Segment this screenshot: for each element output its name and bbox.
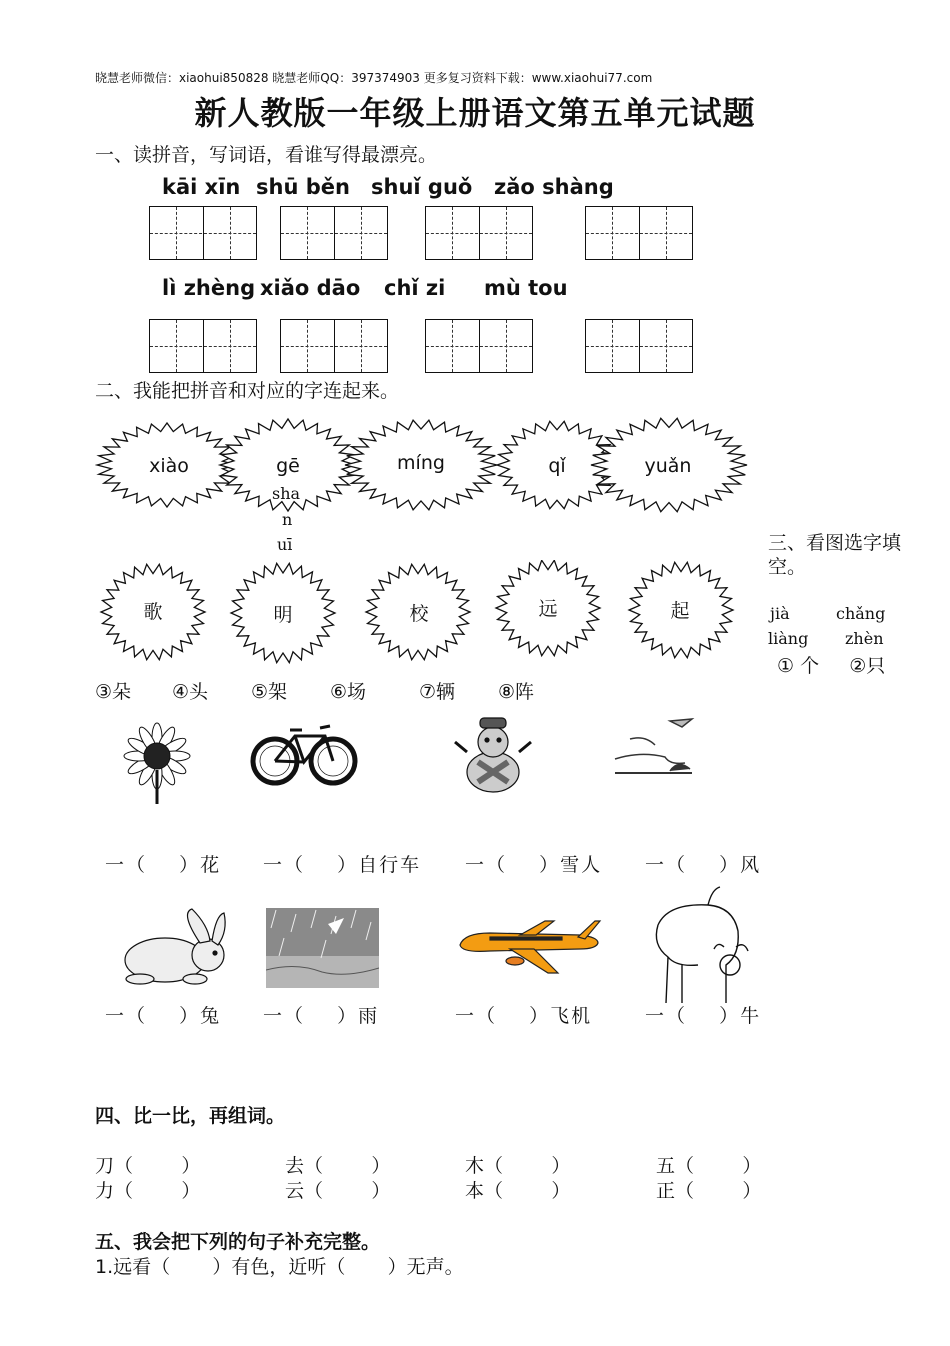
section3-heading-cont: 空。 (768, 556, 807, 578)
writing-grid[interactable] (425, 206, 533, 260)
option-pinyin: jià (770, 604, 790, 623)
airplane-picture (450, 915, 605, 977)
writing-grid[interactable] (149, 319, 257, 373)
sunflower-picture (120, 720, 195, 805)
pinyin-label: míng (397, 452, 445, 474)
rain-picture (266, 908, 379, 988)
pinyin-label: gē (276, 455, 300, 477)
pinyin-label: yuǎn (644, 455, 692, 477)
char-label: 远 (538, 598, 558, 620)
word-blank[interactable]: 力（ ） (95, 1180, 201, 1202)
measure-option: ⑧阵 (498, 681, 535, 703)
word-blank[interactable]: 正（ ） (656, 1180, 762, 1202)
writing-grid[interactable] (149, 206, 257, 260)
fill-blank[interactable]: 一（ ）雪人 (465, 854, 603, 876)
page-header: 晓慧老师微信：xiaohui850828 晓慧老师QQ：397374903 更多复习资料下载：www.xiaohui77.com (95, 71, 653, 85)
sentence-blank[interactable]: 1.远看（ ）有色，近听（ ）无声。 (95, 1256, 464, 1278)
word-blank[interactable]: 去（ ） (285, 1155, 391, 1177)
char-label: 校 (409, 603, 429, 625)
char-label: 歌 (143, 601, 163, 623)
writing-grid[interactable] (585, 206, 693, 260)
extra-pinyin: n (282, 510, 293, 529)
writing-grid[interactable] (280, 206, 388, 260)
char-label: 明 (273, 604, 293, 626)
writing-grid[interactable] (585, 319, 693, 373)
word-blank[interactable]: 刀（ ） (95, 1155, 201, 1177)
pinyin-word: mù tou (484, 276, 568, 300)
fill-blank[interactable]: 一（ ）飞机 (455, 1005, 593, 1027)
fill-blank[interactable]: 一（ ）兔 (105, 1005, 222, 1027)
pinyin-word: chǐ zi (384, 276, 446, 300)
wind-picture (610, 715, 695, 780)
writing-grid[interactable] (280, 319, 388, 373)
writing-grid[interactable] (425, 319, 533, 373)
pinyin-word: shuǐ guǒ (371, 175, 473, 199)
section2-heading: 二、我能把拼音和对应的字连起来。 (95, 380, 400, 402)
option-pinyin: zhèn (845, 629, 884, 648)
word-blank[interactable]: 木（ ） (465, 1155, 571, 1177)
measure-option: ③朵 (95, 681, 132, 703)
option-pinyin: liàng (768, 629, 809, 648)
section5-heading: 五、我会把下列的句子补充完整。 (95, 1231, 381, 1253)
fill-blank[interactable]: 一（ ）自行车 (263, 854, 422, 876)
pinyin-word: kāi xīn (162, 175, 241, 199)
option-pinyin: chǎng (836, 604, 886, 623)
extra-pinyin: uī (277, 535, 293, 554)
bicycle-picture (250, 718, 360, 788)
rabbit-picture (120, 905, 232, 987)
measure-option: ⑦辆 (419, 681, 456, 703)
measure-option: ⑤架 (251, 681, 288, 703)
pinyin-word: zǎo shàng (494, 175, 614, 199)
word-blank[interactable]: 云（ ） (285, 1180, 391, 1202)
fill-blank[interactable]: 一（ ）风 (645, 854, 762, 876)
fill-blank[interactable]: 一（ ）牛 (645, 1005, 762, 1027)
extra-pinyin: sha (272, 484, 301, 503)
section1-heading: 一、读拼音，写词语，看谁写得最漂亮。 (95, 144, 438, 166)
page-title: 新人教版一年级上册语文第五单元试题 (194, 94, 756, 132)
pinyin-label: xiào (149, 455, 189, 477)
word-blank[interactable]: 五（ ） (656, 1155, 762, 1177)
pinyin-word: lì zhèng (162, 276, 256, 300)
measure-option: ⑥场 (330, 681, 367, 703)
section4-heading: 四、比一比，再组词。 (95, 1105, 286, 1127)
char-label: 起 (670, 600, 690, 622)
pinyin-label: qǐ (548, 455, 566, 477)
pinyin-word: xiǎo dāo (260, 276, 361, 300)
word-blank[interactable]: 本（ ） (465, 1180, 571, 1202)
section3-heading: 三、看图选字填 (768, 532, 902, 554)
fill-blank[interactable]: 一（ ）雨 (263, 1005, 380, 1027)
measure-option: ④头 (172, 681, 209, 703)
fill-blank[interactable]: 一（ ）花 (105, 854, 222, 876)
pinyin-word: shū běn (256, 175, 350, 199)
snowman-picture (453, 712, 533, 794)
measure-word-options: ① 个 ②只 (777, 655, 886, 677)
ox-picture (648, 885, 753, 1010)
